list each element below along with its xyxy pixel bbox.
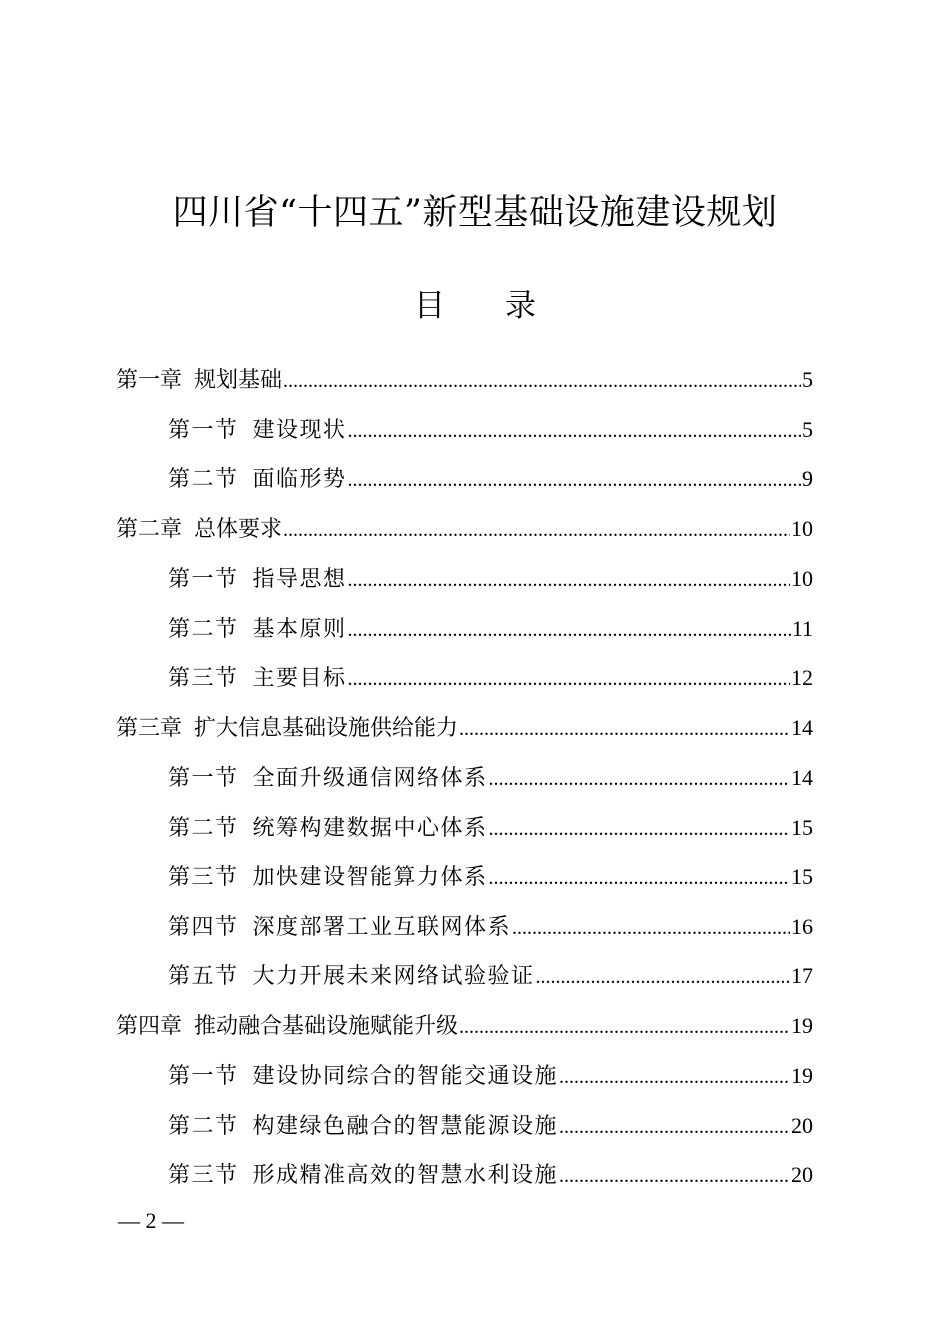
toc-dot-leader [459, 1009, 790, 1045]
toc-dot-leader [283, 512, 790, 548]
toc-entry-title: 推动融合基础设施赋能升级 [194, 1014, 459, 1039]
toc-entry-page: 16 [791, 914, 813, 939]
toc-entry-number: 第一节 [168, 1064, 239, 1089]
toc-entry-number: 第一节 [168, 567, 239, 592]
toc-entry-number: 第一节 [168, 418, 239, 443]
toc-entry-chapter[interactable] [116, 362, 813, 398]
toc-entry-label [168, 661, 347, 697]
toc-dot-leader [489, 761, 790, 797]
toc-entry-label [116, 1009, 458, 1045]
toc-entry-label [168, 910, 511, 946]
toc-dot-leader [559, 1059, 790, 1095]
toc-entry-page: 19 [791, 1063, 813, 1088]
toc-entry-title: 扩大信息基础设施供给能力 [194, 716, 459, 741]
toc-dot-leader [512, 910, 790, 946]
toc-entry-page: 20 [791, 1113, 813, 1138]
toc-entry-label [168, 860, 488, 896]
toc-entry-label [168, 413, 347, 449]
toc-entry-title: 面临形势 [252, 467, 347, 492]
toc-entry-chapter[interactable] [116, 511, 813, 547]
toc-entry-title: 建设现状 [252, 418, 347, 443]
toc-entry-page: 15 [791, 815, 813, 840]
toc-entry-chapter[interactable] [116, 710, 813, 746]
toc-dot-leader [348, 413, 801, 449]
toc-entry-section[interactable] [168, 461, 813, 497]
toc-entry-section[interactable] [168, 1058, 813, 1094]
toc-entry-section[interactable] [168, 412, 813, 448]
toc-entry-number: 第五节 [168, 964, 239, 989]
toc-entry-title: 规划基础 [194, 368, 283, 393]
toc-entry-page: 19 [791, 1013, 813, 1038]
toc-entry-title: 统筹构建数据中心体系 [252, 816, 488, 841]
toc-entry-section[interactable] [168, 1157, 813, 1193]
toc-entry-label [168, 1109, 558, 1145]
toc-entry-page: 5 [802, 417, 813, 442]
toc-entry-section[interactable] [168, 909, 813, 945]
page-number: — 2 — [118, 1208, 184, 1233]
toc-entry-section[interactable] [168, 611, 813, 647]
toc-dot-leader [283, 363, 801, 399]
toc-entry-title: 主要目标 [252, 666, 347, 691]
toc-dot-leader [489, 811, 790, 847]
toc-entry-title: 基本原则 [252, 617, 347, 642]
toc-dot-leader [348, 462, 801, 498]
toc-entry-page: 15 [791, 864, 813, 889]
toc-entry-number: 第二节 [168, 617, 239, 642]
toc-entry-number: 第三节 [168, 1163, 239, 1188]
toc-entry-label [116, 512, 282, 548]
toc-entry-page: 17 [791, 963, 813, 988]
toc-entry-section[interactable] [168, 760, 813, 796]
toc-entry-label [116, 711, 458, 747]
toc-dot-leader [348, 612, 791, 648]
toc-dot-leader [536, 959, 790, 995]
toc-entry-title: 建设协同综合的智能交通设施 [252, 1064, 559, 1089]
toc-entry-number: 第三节 [168, 666, 239, 691]
toc-dot-leader [489, 860, 790, 896]
toc-entry-number: 第四章 [116, 1014, 183, 1039]
toc-entry-label [168, 1059, 558, 1095]
toc-entry-title: 构建绿色融合的智慧能源设施 [252, 1114, 559, 1139]
toc-entry-label [168, 562, 347, 598]
toc-entry-title: 深度部署工业互联网体系 [252, 915, 512, 940]
toc-entry-page: 11 [791, 616, 813, 641]
toc-entry-section[interactable] [168, 859, 813, 895]
toc-entry-page: 12 [791, 665, 813, 690]
toc-entry-title: 大力开展未来网络试验验证 [252, 964, 535, 989]
toc-entry-section[interactable] [168, 810, 813, 846]
toc-entry-label [168, 761, 488, 797]
toc-dot-leader [459, 711, 790, 747]
toc-entry-number: 第一节 [168, 766, 239, 791]
document-title: 四川省“十四五”新型基础设施建设规划 [172, 193, 778, 233]
toc-entry-page: 10 [791, 566, 813, 591]
toc-entry-number: 第三章 [116, 716, 183, 741]
toc-entry-page: 14 [791, 765, 813, 790]
toc-entry-label [168, 1158, 558, 1194]
toc-entry-section[interactable] [168, 1108, 813, 1144]
toc-entry-chapter[interactable] [116, 1008, 813, 1044]
toc-entry-section[interactable] [168, 561, 813, 597]
toc-entry-label [168, 612, 347, 648]
toc-entry-page: 14 [791, 715, 813, 740]
toc-entry-number: 第二节 [168, 816, 239, 841]
toc-heading [0, 284, 950, 328]
toc-entry-number: 第三节 [168, 865, 239, 890]
toc-entry-page: 20 [791, 1162, 813, 1187]
toc-heading-char: 录 [505, 288, 536, 324]
toc-entry-title: 加快建设智能算力体系 [252, 865, 488, 890]
toc-entry-label [168, 811, 488, 847]
toc-entry-number: 第二章 [116, 517, 183, 542]
toc-entry-label [168, 959, 535, 995]
toc-entry-number: 第二节 [168, 1114, 239, 1139]
toc-dot-leader [559, 1109, 790, 1145]
toc-entry-page: 5 [802, 367, 813, 392]
toc-dot-leader [348, 661, 790, 697]
toc-heading-char: 目 [414, 288, 445, 324]
toc-dot-leader [348, 562, 790, 598]
toc-entry-page: 10 [791, 516, 813, 541]
toc-entry-number: 第四节 [168, 915, 239, 940]
toc-dot-leader [559, 1158, 790, 1194]
toc-entry-title: 全面升级通信网络体系 [252, 766, 488, 791]
toc-entry-title: 总体要求 [194, 517, 283, 542]
toc-entry-label [168, 462, 347, 498]
toc-entry-number: 第一章 [116, 368, 183, 393]
toc-entry-number: 第二节 [168, 467, 239, 492]
toc-entry-section[interactable] [168, 958, 813, 994]
toc-entry-title: 指导思想 [252, 567, 347, 592]
toc-entry-page: 9 [802, 466, 813, 491]
toc-entry-section[interactable] [168, 660, 813, 696]
toc-entry-title: 形成精准高效的智慧水利设施 [252, 1163, 559, 1188]
toc-entry-label [116, 363, 282, 399]
